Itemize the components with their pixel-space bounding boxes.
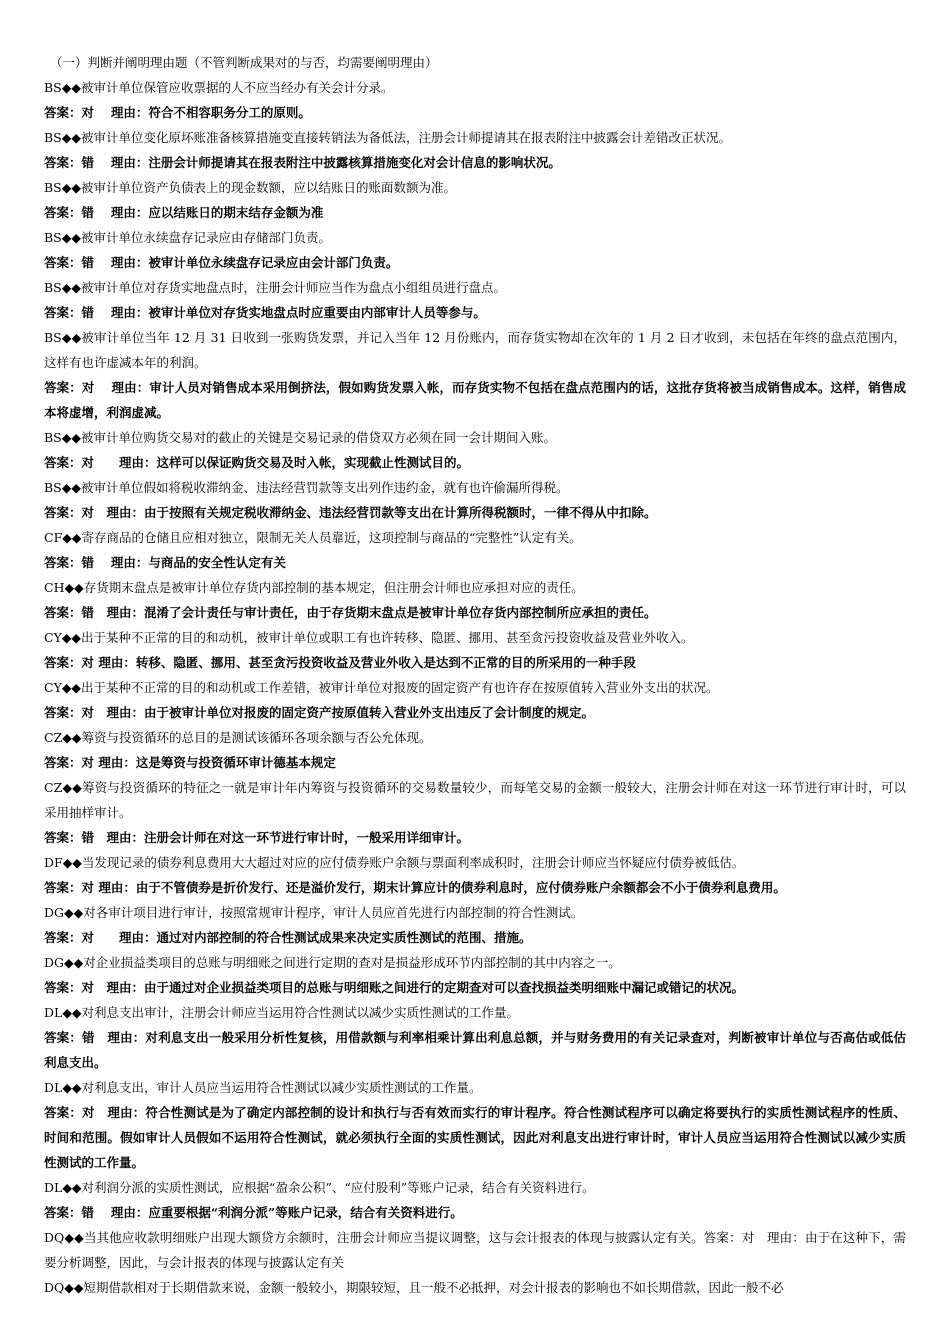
section-title: （一）判断并阐明理由题（不管判断成果对的与否，均需要阐明理由）	[50, 55, 438, 70]
answer-line: 答案：对 理由：符合性测试是为了确定内部控制的设计和执行与否有效而实行的审计程序。符合性测试程序可以确定将要执行的实质性测试程序的性质、时间和范围。假如审计人员假如不运用符合性测试，就必须执行全面的实质性测试，因此对利息支出进行审计时，审计人员应当运用符合性测试以减少实质性测试的工作量。	[44, 1105, 906, 1170]
answer-line: 答案：错 理由：注册会计师提请其在报表附注中披露核算措施变化对会计信息的影响状况。	[44, 155, 561, 170]
answer-line: 答案：错 理由：被审计单位对存货实地盘点时应重要由内部审计人员等参与。	[44, 305, 486, 320]
question-line: BS◆◆被审计单位假如将税收滞纳金、违法经营罚款等支出列作违约金，就有也许偷漏所得税。	[44, 480, 569, 495]
question-line: CZ◆◆筹资与投资循环的总目的是测试该循环各项余额与否公允体现。	[44, 730, 432, 745]
answer-line: 答案：对 理由：这是筹资与投资循环审计德基本规定	[44, 755, 336, 770]
question-line: BS◆◆被审计单位资产负债表上的现金数额，应以结账日的账面数额为准。	[44, 180, 456, 195]
answer-line: 答案：对 理由：由于通过对企业损益类项目的总账与明细账之间进行的定期查对可以查找损益类明细账中漏记或错记的状况。	[44, 980, 745, 995]
answer-line: 答案：错 理由：注册会计师在对这一环节进行审计时，一般采用详细审计。	[44, 830, 470, 845]
answer-line: 答案：错 理由：与商品的安全性认定有关	[44, 555, 286, 570]
question-line: DL◆◆对利息支出，审计人员应当运用符合性测试以减少实质性测试的工作量。	[44, 1080, 482, 1095]
question-line: BS◆◆被审计单位保管应收票据的人不应当经办有关会计分录。	[44, 80, 394, 95]
question-line: CY◆◆出于某种不正常的目的和动机，被审计单位或职工有也许转移、隐匿、挪用、甚至贪污投资收益及营业外收入。	[44, 630, 694, 645]
question-line: CF◆◆寄存商品的仓储且应相对独立，限制无关人员靠近，这项控制与商品的“完整性”认定有关。	[44, 530, 582, 545]
question-line: BS◆◆被审计单位当年 12 月 31 日收到一张购货发票，并记入当年 12 月份账内，而存货实物却在次年的 1 月 2 日才收到，未包括在年终的盘点范围内，这样有也许虚减本年的利润。	[44, 330, 906, 370]
question-line: DL◆◆对利息支出审计，注册会计师应当运用符合性测试以减少实质性测试的工作量。	[44, 1005, 520, 1020]
question-line: DG◆◆对企业损益类项目的总账与明细账之间进行定期的查对是损益形成环节内部控制的其中内容之一。	[44, 955, 621, 970]
question-line: DL◆◆对利润分派的实质性测试，应根据“盈余公积”、“应付股利”等账户记录，结合有关资料进行。	[44, 1180, 595, 1195]
question-line: DF◆◆当发现记录的债券利息费用大大超过对应的应付债券账户余额与票面利率成积时，注册会计师应当怀疑应付债券被低估。	[44, 855, 745, 870]
question-line: BS◆◆被审计单位购货交易对的截止的关键是交易记录的借贷双方必须在同一会计期间入账。	[44, 430, 556, 445]
answer-line: 答案：错 理由：混淆了会计责任与审计责任，由于存货期末盘点是被审计单位存货内部控制所应承担的责任。	[44, 605, 657, 620]
answer-line: 答案：对 理由：由于被审计单位对报废的固定资产按原值转入营业外支出违反了会计制度的规定。	[44, 705, 595, 720]
question-line: DQ◆◆短期借款相对于长期借款来说，金额一般较小，期限较短，且一般不必抵押，对会计报表的影响也不如长期借款，因此一般不必	[44, 1280, 784, 1295]
answer-line: 答案：对 理由：通过对内部控制的符合性测试成果来决定实质性测试的范围、措施。	[44, 930, 532, 945]
answer-line: 答案：错 理由：应以结账日的期末结存金额为准	[44, 205, 324, 220]
answer-line: 答案：错 理由：被审计单位永续盘存记录应由会计部门负责。	[44, 255, 399, 270]
question-line: DG◆◆对各审计项目进行审计，按照常规审计程序，审计人员应首先进行内部控制的符合性测试。	[44, 905, 584, 920]
answer-line: 答案：错 理由：对利息支出一般采用分析性复核，用借款额与利率相乘计算出利息总额，并与财务费用的有关记录查对，判断被审计单位与否高估或低估利息支出。	[44, 1030, 906, 1070]
question-line: CH◆◆存货期末盘点是被审计单位存货内部控制的基本规定，但注册会计师也应承担对应的责任。	[44, 580, 584, 595]
qa-list	[44, 75, 906, 1300]
answer-line: 答案：对 理由：由于按照有关规定税收滞纳金、违法经营罚款等支出在计算所得税额时，一律不得从中扣除。	[44, 505, 657, 520]
question-line: BS◆◆被审计单位变化原坏账准备核算措施变直接转销法为备低法，注册会计师提请其在报表附注中披露会计差错改正状况。	[44, 130, 731, 145]
question-line: CZ◆◆筹资与投资循环的特征之一就是审计年内筹资与投资循环的交易数量较少，而每笔交易的金额一般较大，注册会计师在对这一环节进行审计时，可以采用抽样审计。	[44, 780, 906, 820]
question-line: DQ◆◆当其他应收款明细账户出现大额贷方余额时，注册会计师应当提议调整，这与会计报表的体现与披露认定有关。答案：对 理由：由于在这种下，需要分析调整，因此，与会计报表的体现与披露认定有关	[44, 1230, 906, 1270]
question-line: CY◆◆出于某种不正常的目的和动机或工作差错，被审计单位对报废的固定资产有也许存在按原值转入营业外支出的状况。	[44, 680, 719, 695]
question-line: BS◆◆被审计单位对存货实地盘点时，注册会计师应当作为盘点小组组员进行盘点。	[44, 280, 506, 295]
answer-line: 答案：对 理由：这样可以保证购货交易及时入帐，实现截止性测试目的。	[44, 455, 470, 470]
answer-line: 答案：对 理由：转移、隐匿、挪用、甚至贪污投资收益及营业外收入是达到不正常的目的所采用的一种手段	[44, 655, 636, 670]
answer-line: 答案：对 理由：符合不相容职务分工的原则。	[44, 105, 311, 120]
answer-line: 答案：对 理由：由于不管债券是折价发行、还是溢价发行，期末计算应计的债券利息时，应付债券账户余额都会不小于债券利息费用。	[44, 880, 786, 895]
answer-line: 答案：对 理由：审计人员对销售成本采用倒挤法，假如购货发票入帐，而存货实物不包括在盘点范围内的话，这批存货将被当成销售成本。这样，销售成本将虚增，利润虚减。	[44, 380, 906, 420]
answer-line: 答案：错 理由：应重要根据“利润分派”等账户记录，结合有关资料进行。	[44, 1205, 463, 1220]
question-line: BS◆◆被审计单位永续盘存记录应由存储部门负责。	[44, 230, 331, 245]
